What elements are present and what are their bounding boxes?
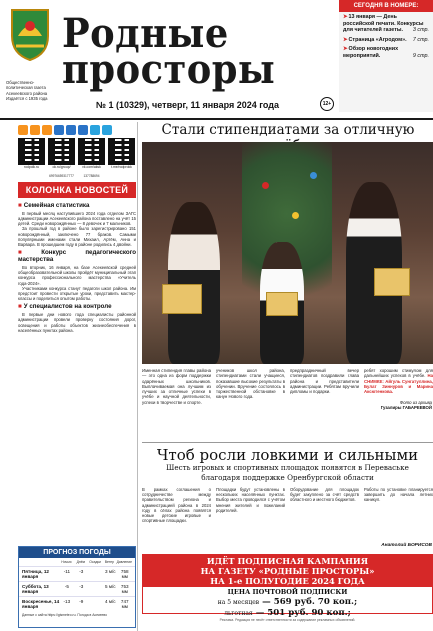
article-column: В рамках соглашения о сотрудничестве между правительством региона и администрацией района в 2024 году в сёлах района появятся новые детские игровые и спортивные площадки. xyxy=(142,487,211,524)
article-column: Оборудование для площадок будет закуплено за счёт средств областного и местного бюджетов. xyxy=(290,487,359,503)
article-photo xyxy=(142,142,433,364)
qr-code-icon[interactable] xyxy=(108,138,135,165)
news-column-heading: КОЛОНКА НОВОСТЕЙ xyxy=(18,182,136,198)
odnoklassniki-icon[interactable] xyxy=(30,125,40,135)
square-bullet-icon: ■ xyxy=(18,202,22,209)
person-figure xyxy=(168,202,220,364)
news-section-title: ■ Конкурс педагогического мастерства xyxy=(18,249,136,264)
news-section-title: ■ Семейная статистика xyxy=(18,202,90,209)
main-area xyxy=(142,122,433,631)
article-column: предпраздничный вечер стипендиатов поздравили глава района и представители администрации. Ребятам вручили дипломы и подарки. xyxy=(290,368,359,395)
odnoklassniki-icon[interactable] xyxy=(42,125,52,135)
arrow-icon: ➤ xyxy=(343,46,348,53)
square-bullet-icon: ■ xyxy=(18,303,22,311)
photo-caption: На СНИМКЕ: Айгуль Сунгатуллина, Булат Зиннуров и Марина Аксютенкова. xyxy=(364,373,433,395)
subscription-banner: ИДЁТ ПОДПИСНАЯ КАМПАНИЯ НА ГАЗЕТУ «РОДНЫЕ ПРОСТОРЫ» НА 1-е ПОЛУГОДИЕ 2024 ГОДА xyxy=(143,555,432,587)
square-bullet-icon: ■ xyxy=(18,249,40,257)
news-paragraph: За прошлый год в районе было зарегистрировано 151 новорождённый, заключено 77 браков. Самыми популярными именами стали Михаил, Артём, Анна и Варвара. В прошедшем году в районе родились 4 двойни. xyxy=(18,226,136,247)
telegram-icon[interactable] xyxy=(102,125,112,135)
telegram-icon[interactable] xyxy=(90,125,100,135)
qr-code-item[interactable]: rodpolk.ru xyxy=(18,138,45,169)
qr-code-item[interactable]: t.me/rodprokk xyxy=(108,138,135,169)
ornament-icon xyxy=(310,172,317,179)
arrow-icon: ➤ xyxy=(343,36,348,43)
coat-of-arms-icon xyxy=(8,6,52,62)
weather-heading: ПРОГНОЗ ПОГОДЫ xyxy=(19,547,135,558)
news-paragraph: Во вторник, 16 января, на базе Асекеевской средней общеобразовательной школы пройдёт муниципальный этап конкурса профессионального мастерства «Учитель года-2024». xyxy=(18,265,136,286)
qr-codes-row xyxy=(18,138,136,169)
in-issue-item[interactable]: ➤Обзор новогодних мероприятий. 9 стр. xyxy=(343,46,429,59)
qr-code-icon[interactable] xyxy=(18,138,45,165)
article-column: Площадки будут установлены в нескольких населённых пунктах. Выбор места проводился с учётом мнения жителей и пожеланий родителей. xyxy=(216,487,285,513)
qr-code-item[interactable]: vk.com/aksk xyxy=(78,138,105,169)
news-paragraph: В первые дни нового года специалисты районной администрации провели проверку состояния дорог, освещения и работы объектов жизнеобеспечения в населённых пунктах района. xyxy=(18,312,136,333)
news-column-body xyxy=(18,200,136,333)
newspaper-title: Родные просторы xyxy=(62,10,276,93)
weather-forecast xyxy=(18,546,136,628)
photo-credit: Фото из архива Гузалиры ГАБАРЕЕВОЙ xyxy=(380,400,432,410)
weather-row: Воскресенье, 14 января -13 -9 4 м/с 747 мм xyxy=(19,596,135,611)
in-this-issue-heading: СЕГОДНЯ В НОМЕРЕ: xyxy=(339,0,433,12)
news-section-title: ■ У специалистов на контроле xyxy=(18,303,112,311)
in-issue-item[interactable]: ➤13 января — День российской печати. Конкурсы для читателей газеты. 3 стр. xyxy=(343,14,429,34)
age-rating-badge: 12+ xyxy=(320,97,334,111)
ornament-icon xyxy=(262,182,269,189)
subscription-price-heading: ЦЕНА ПОЧТОВОЙ ПОДПИСКИ xyxy=(227,588,348,596)
vk-icon[interactable] xyxy=(78,125,88,135)
article-column: Именная стипендия главы района — это одна из форм поддержки одарённых школьников. Выплачиваемая она лучшим из лучших за отличные успехи в учёбе и научной деятельности, успехи в творчестве и спорте. xyxy=(142,368,211,405)
social-icons-row xyxy=(18,125,136,137)
arrow-icon: ➤ xyxy=(343,14,348,20)
news-paragraph: Участниками конкурса станут педагоги школ района. Им предстоит провести открытые уроки, представить мастер-классы и поделиться опытом работы. xyxy=(18,285,136,302)
article-column: учеников школ района, стипендиатами стали учащиеся, показавшие высокие результаты в обучении. Вручение состоялось в торжественной обстановке в канун Нового года. xyxy=(216,368,285,400)
issue-line: № 1 (10329), четверг, 11 января 2024 года xyxy=(96,100,279,110)
vk-icon[interactable] xyxy=(54,125,64,135)
subscription-ad[interactable] xyxy=(142,554,433,618)
article-author: Анатолий БОРИСОВ xyxy=(381,543,432,548)
weather-row: Суббота, 13 января -5 -3 5 м/с 753 мм xyxy=(19,581,135,596)
qr-code-icon[interactable] xyxy=(78,138,105,165)
subscription-price-row: льготная — 501 руб. 90 коп.; xyxy=(224,608,351,618)
certificate-icon xyxy=(162,284,202,314)
article-subheadline: Шесть игровых и спортивных площадок появятся в Переваськe благодаря поддержке Оренбургской области xyxy=(166,463,409,482)
article-body xyxy=(142,487,433,523)
masthead xyxy=(0,0,433,120)
article-headline: Стали стипендиатами за отличную xyxy=(161,122,415,138)
certificate-icon xyxy=(374,268,410,296)
qr-code-ids: 69976659317777 137788694 xyxy=(49,174,100,178)
weather-source[interactable]: Данные с сайта https://gismeteo.ru. Погода в Асекеево xyxy=(22,613,108,617)
article-column: Работы по установке планируется завершить до начала летних каникул. xyxy=(364,487,433,503)
news-paragraph: В первый месяц наступившего 2024 года отделом ЗАГС администрации Асекеевского района поставлено на учёт 15 детей. Среди новорождённых — 8 девочек и 7 мальчиков. xyxy=(18,211,136,227)
subscription-price-row: на 5 месяцев — 569 руб. 70 коп.; xyxy=(217,597,358,607)
weather-row: Пятница, 12 января -11 -3 3 м/с 758 мм xyxy=(19,566,135,581)
ads-note: Реклама. Редакция не несёт ответственности за содержание рекламных объявлений. xyxy=(219,618,356,622)
in-this-issue-box xyxy=(339,0,433,112)
article-headline: Чтоб росли ловкими и сильными xyxy=(142,442,433,464)
ornament-icon xyxy=(292,212,299,219)
vk-icon[interactable] xyxy=(66,125,76,135)
qr-code-item[interactable]: ok.ru/group/ xyxy=(48,138,75,169)
paper-info: Общественно- политическая газета Асекеевского района Издаётся с 1935 года xyxy=(6,80,48,102)
weather-columns: Ночью Днём Осадки Ветер Давление xyxy=(61,560,132,564)
qr-code-icon[interactable] xyxy=(48,138,75,165)
left-column xyxy=(0,122,138,631)
in-issue-item[interactable]: ➤Страница «Агродом». 7 стр. xyxy=(343,36,429,43)
certificate-icon xyxy=(266,292,298,316)
odnoklassniki-icon[interactable] xyxy=(18,125,28,135)
article-column: ребят хорошим стимулом для дальнейших успехов в учёбе. На СНИМКЕ: Айгуль Сунгатуллина, Булат Зиннуров и Марина Аксютенкова. xyxy=(364,368,433,395)
